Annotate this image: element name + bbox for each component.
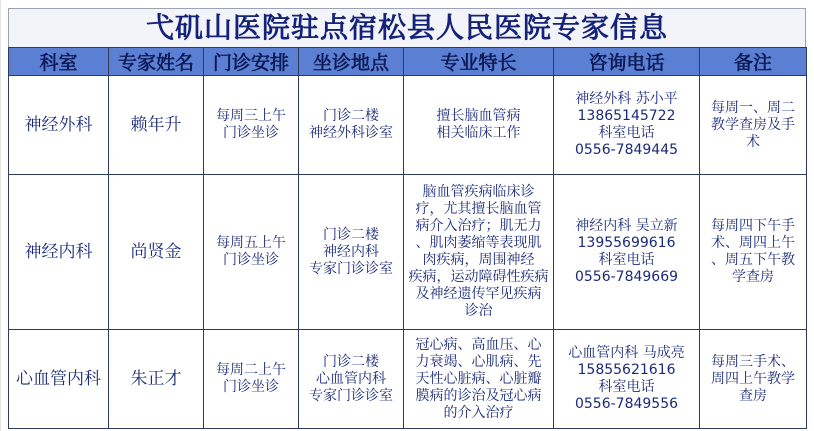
cell-location[interactable] xyxy=(299,76,404,175)
cell-line: 、肌肉萎缩等表现肌 xyxy=(415,235,542,251)
expert-info-table xyxy=(8,47,807,429)
cell-line: 膜病的诊治及冠心病 xyxy=(415,387,542,404)
cell-line: 门诊二楼 xyxy=(323,226,379,243)
cell-line: 学查房 xyxy=(732,269,774,285)
cell-line: 科室电话 xyxy=(598,252,655,268)
header-phone[interactable]: 咨询电话 xyxy=(554,48,700,76)
cell-schedule[interactable] xyxy=(204,76,299,175)
cell-line: 每周三手术、 xyxy=(711,353,795,370)
cell-line: 门诊坐诊 xyxy=(223,252,279,268)
table-header-row xyxy=(9,48,807,76)
cell-line: 每周二上午 xyxy=(216,362,286,378)
cell-line: 周四上午教学 xyxy=(711,370,795,387)
cell-line: 、周五下午教 xyxy=(711,252,795,268)
cell-line: 门诊坐诊 xyxy=(223,125,279,141)
cell-line: 疾病，运动障碍性疾病 xyxy=(408,269,549,285)
cell-line: 诊治 xyxy=(464,303,493,319)
table-row xyxy=(9,330,807,429)
cell-line: 每周五上午 xyxy=(216,235,286,251)
cell-line: 相关临床工作 xyxy=(436,125,521,141)
cell-note[interactable] xyxy=(700,175,807,330)
cell-line: 0556-7849445 xyxy=(574,142,679,158)
cell-line: 冠心病、高血压、心 xyxy=(415,336,542,353)
cell-line: 神经内科 吴立新 xyxy=(575,218,678,234)
cell-line: 术 xyxy=(746,133,760,150)
cell-line: 专家门诊诊室 xyxy=(309,387,393,404)
cell-dept[interactable]: 神经外科 xyxy=(9,76,109,175)
header-specialty[interactable]: 专业特长 xyxy=(404,48,554,76)
header-name[interactable]: 专家姓名 xyxy=(109,48,204,76)
cell-line: 0556-7849669 xyxy=(574,269,679,285)
cell-line: 专家门诊诊室 xyxy=(309,260,393,277)
cell-line: 科室电话 xyxy=(598,125,655,141)
cell-name[interactable]: 朱正才 xyxy=(109,330,204,429)
cell-specialty[interactable] xyxy=(404,330,554,429)
cell-line: 0556-7849556 xyxy=(574,396,679,412)
table-row xyxy=(9,76,807,175)
cell-line: 病介入治疗；肌无力 xyxy=(415,218,542,234)
cell-line: 脑血管疾病临床诊 xyxy=(422,184,535,200)
cell-phone[interactable] xyxy=(554,76,700,175)
cell-line: 13865145722 xyxy=(577,108,676,124)
header-dept[interactable]: 科室 xyxy=(9,48,109,76)
cell-line: 每周一、周二 xyxy=(711,99,795,116)
cell-line: 心血管内科 xyxy=(316,370,386,387)
cell-schedule[interactable] xyxy=(204,330,299,429)
cell-specialty[interactable] xyxy=(404,76,554,175)
cell-line: 15855621616 xyxy=(577,362,676,378)
cell-line: 每周三上午 xyxy=(216,108,286,124)
cell-name[interactable]: 赖年升 xyxy=(109,76,204,175)
cell-line: 擅长脑血管病 xyxy=(436,108,521,124)
cell-note[interactable] xyxy=(700,76,807,175)
cell-line: 神经外科诊室 xyxy=(309,125,393,141)
table-row xyxy=(9,175,807,330)
cell-name[interactable]: 尚贤金 xyxy=(109,175,204,330)
cell-line: 天性心脏病、心脏瓣 xyxy=(415,370,542,387)
cell-line: 查房 xyxy=(739,387,767,404)
cell-line: 门诊二楼 xyxy=(323,108,379,124)
cell-phone[interactable] xyxy=(554,330,700,429)
cell-phone[interactable] xyxy=(554,175,700,330)
cell-location[interactable] xyxy=(299,330,404,429)
cell-location[interactable] xyxy=(299,175,404,330)
header-location[interactable]: 坐诊地点 xyxy=(299,48,404,76)
cell-dept[interactable]: 神经内科 xyxy=(9,175,109,330)
cell-schedule[interactable] xyxy=(204,175,299,330)
cell-line: 及神经遗传罕见疾病 xyxy=(415,286,542,302)
cell-line: 每周四下午手 xyxy=(711,218,795,234)
cell-line: 教学查房及手 xyxy=(711,116,795,133)
cell-line: 疗，尤其擅长脑血管 xyxy=(415,201,542,217)
cell-line: 门诊二楼 xyxy=(323,353,379,370)
cell-line: 术、周四上午 xyxy=(711,235,795,251)
sheet-title: 弋矶山医院驻点宿松县人民医院专家信息 xyxy=(8,8,806,48)
cell-line: 门诊坐诊 xyxy=(223,379,279,395)
cell-line: 神经内科 xyxy=(323,243,379,260)
cell-line: 13955699616 xyxy=(577,235,676,251)
header-note[interactable]: 备注 xyxy=(700,48,807,76)
header-schedule[interactable]: 门诊安排 xyxy=(204,48,299,76)
cell-line: 心血管内科 马成亮 xyxy=(568,345,685,361)
cell-note[interactable] xyxy=(700,330,807,429)
cell-dept[interactable]: 心血管内科 xyxy=(9,330,109,429)
cell-specialty[interactable] xyxy=(404,175,554,330)
cell-line: 神经外科 苏小平 xyxy=(575,91,678,107)
cell-line: 科室电话 xyxy=(598,379,655,395)
cell-line: 力衰竭、心肌病、先 xyxy=(415,353,542,370)
cell-line: 的介入治疗 xyxy=(443,404,514,421)
cell-line: 肉疾病，周围神经 xyxy=(422,252,535,268)
